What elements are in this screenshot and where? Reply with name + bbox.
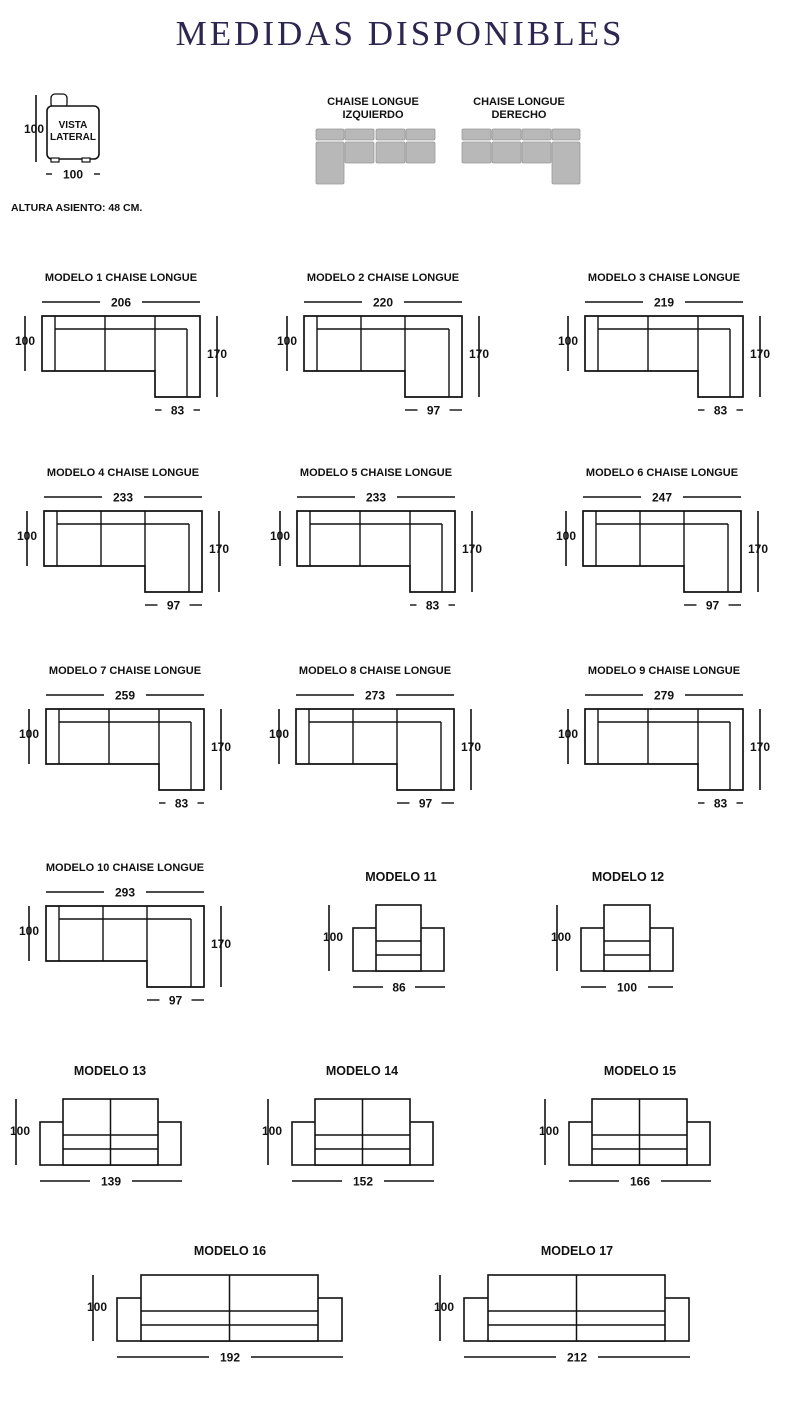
chaise-left-icon [345,142,374,163]
side-depth-label: 100 [62,167,84,182]
width-dimension: 293 [114,885,136,900]
chaise-dimension: 83 [713,796,728,811]
length-dimension: 170 [749,347,771,361]
width-dimension: 152 [352,1174,374,1189]
model-name: MODELO 8 CHAISE LONGUE [298,665,452,677]
depth-dimension: 100 [261,1124,283,1138]
page-title: MEDIDAS DISPONIBLES [175,14,625,53]
chaise-dimension: 97 [168,993,183,1008]
chaise-dimension: 97 [166,598,181,613]
model-name: MODELO 1 CHAISE LONGUE [44,272,198,284]
model-name: MODELO 7 CHAISE LONGUE [48,665,202,677]
chaise-right-icon [462,142,491,163]
width-dimension: 212 [566,1350,588,1365]
chaise-dimension: 97 [418,796,433,811]
chaise-left-icon [406,142,435,163]
sofa-outline [44,511,202,592]
width-dimension: 279 [653,688,675,703]
model-name: MODELO 13 [73,1064,147,1078]
length-dimension: 170 [210,740,232,754]
model-name: MODELO 17 [540,1244,614,1258]
chaise-dimension: 83 [425,598,440,613]
width-dimension: 233 [112,490,134,505]
length-dimension: 170 [210,937,232,951]
width-dimension: 259 [114,688,136,703]
depth-dimension: 100 [555,529,577,543]
chaise-right-icon [552,129,580,140]
sofa-outline [46,906,204,987]
width-dimension: 233 [365,490,387,505]
model-name: MODELO 6 CHAISE LONGUE [585,467,739,479]
model-name: MODELO 5 CHAISE LONGUE [299,467,453,479]
chaise-right-icon [522,129,551,140]
side-height-label: 100 [23,122,45,136]
chaise-left-label: CHAISE LONGUE [327,96,419,108]
model-name: MODELO 15 [603,1064,677,1078]
model-name: MODELO 9 CHAISE LONGUE [587,665,741,677]
depth-dimension: 100 [269,529,291,543]
width-dimension: 219 [653,295,675,310]
sofa-back [604,905,650,971]
model-name: MODELO 4 CHAISE LONGUE [46,467,200,479]
sofa-outline [296,709,454,790]
depth-dimension: 100 [268,727,290,741]
length-dimension: 170 [749,740,771,754]
side-leg [82,158,90,162]
sofa-outline [583,511,741,592]
width-dimension: 100 [616,980,638,995]
model-name: MODELO 16 [193,1244,267,1258]
length-dimension: 170 [460,740,482,754]
sofa-outline [585,709,743,790]
depth-dimension: 100 [557,334,579,348]
sofa-outline [42,316,200,397]
chaise-left-icon [316,142,344,184]
sofa-outline [46,709,204,790]
chaise-right-icon [522,142,551,163]
chaise-right-icon [492,129,521,140]
chaise-left-icon [376,129,405,140]
side-view-label: VISTA [58,120,88,131]
chaise-right-icon [462,129,491,140]
chaise-right-icon [552,142,580,184]
chaise-left-icon [345,129,374,140]
length-dimension: 170 [747,542,769,556]
depth-dimension: 100 [86,1300,108,1314]
seat-height-text: ALTURA ASIENTO: 48 CM. [11,202,143,214]
sofa-back [376,905,421,971]
model-name: MODELO 11 [365,870,437,884]
depth-dimension: 100 [557,727,579,741]
length-dimension: 170 [206,347,228,361]
depth-dimension: 100 [433,1300,455,1314]
chaise-dimension: 83 [713,403,728,418]
chaise-left-icon [406,129,435,140]
chaise-dimension: 83 [174,796,189,811]
depth-dimension: 100 [18,924,40,938]
width-dimension: 220 [372,295,394,310]
width-dimension: 139 [100,1174,122,1189]
chaise-left-label: IZQUIERDO [342,109,404,121]
chaise-right-label: CHAISE LONGUE [473,96,565,108]
side-view-label: LATERAL [50,132,96,143]
length-dimension: 170 [208,542,230,556]
depth-dimension: 100 [538,1124,560,1138]
model-name: MODELO 12 [591,870,665,884]
depth-dimension: 100 [550,930,572,944]
chaise-right-label: DERECHO [491,109,547,121]
model-name: MODELO 10 CHAISE LONGUE [45,862,205,874]
chaise-left-icon [376,142,405,163]
depth-dimension: 100 [14,334,36,348]
width-dimension: 206 [110,295,132,310]
model-name: MODELO 2 CHAISE LONGUE [306,272,460,284]
model-name: MODELO 3 CHAISE LONGUE [587,272,741,284]
chaise-dimension: 83 [170,403,185,418]
length-dimension: 170 [468,347,490,361]
chaise-dimension: 97 [426,403,441,418]
width-dimension: 247 [651,490,673,505]
chaise-right-icon [492,142,521,163]
length-dimension: 170 [461,542,483,556]
side-leg [51,158,59,162]
chaise-dimension: 97 [705,598,720,613]
depth-dimension: 100 [276,334,298,348]
model-name: MODELO 14 [325,1064,399,1078]
width-dimension: 166 [629,1174,651,1189]
depth-dimension: 100 [322,930,344,944]
width-dimension: 273 [364,688,386,703]
chaise-left-icon [316,129,344,140]
sofa-outline [297,511,455,592]
sofa-outline [585,316,743,397]
sofa-outline [304,316,462,397]
width-dimension: 192 [219,1350,241,1365]
width-dimension: 86 [392,980,406,995]
depth-dimension: 100 [9,1124,31,1138]
depth-dimension: 100 [16,529,38,543]
depth-dimension: 100 [18,727,40,741]
